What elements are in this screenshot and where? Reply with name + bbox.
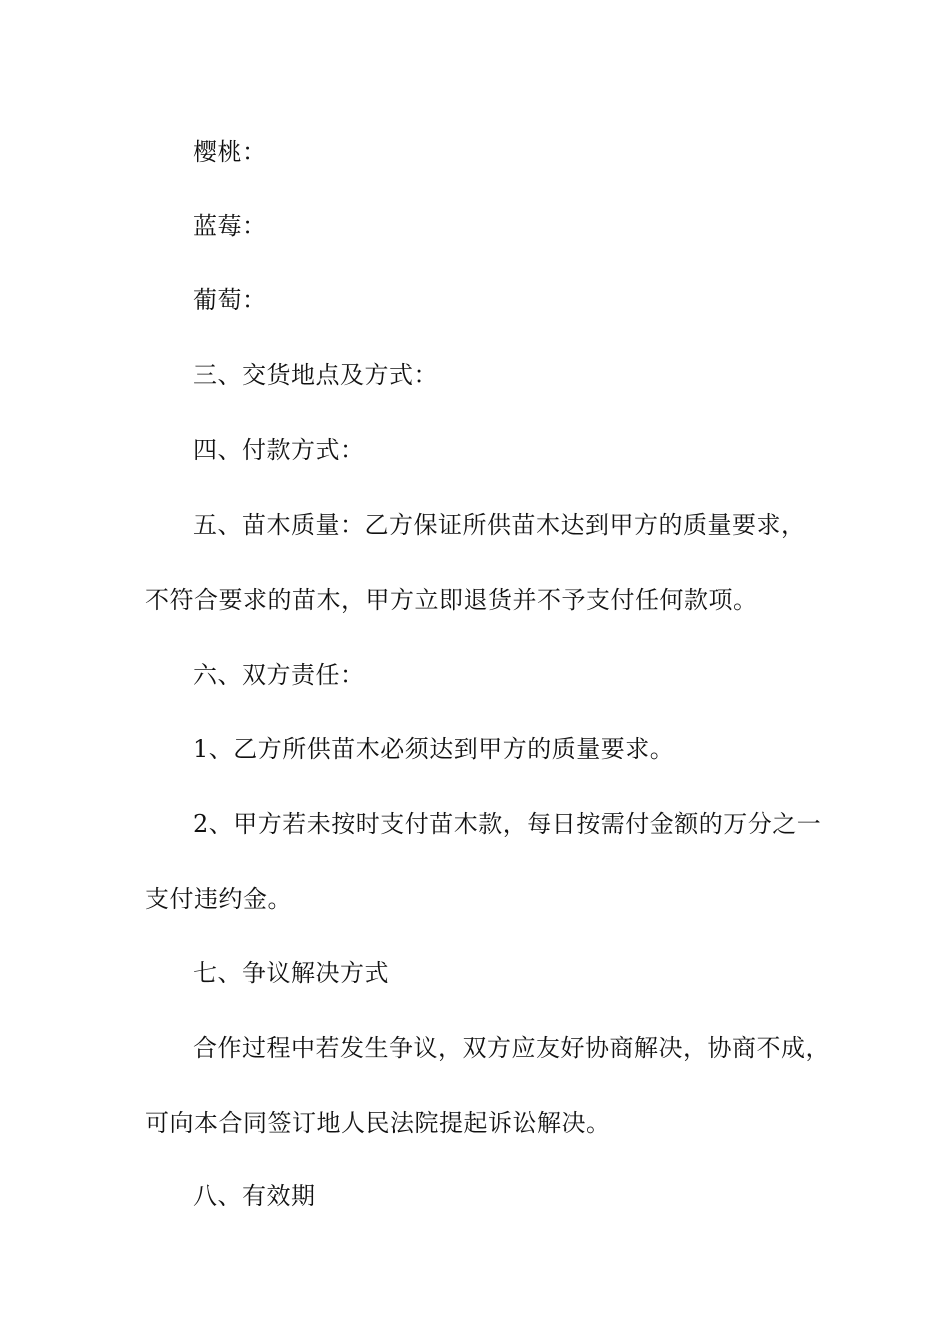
dispute-paragraph-line-2: 可向本合同签订地人民法院提起诉讼解决。 xyxy=(145,1109,611,1137)
section-heading-dispute: 七、争议解决方式 xyxy=(193,959,389,987)
responsibility-item-2-line-2: 支付违约金。 xyxy=(145,885,292,913)
item-blueberry: 蓝莓： xyxy=(193,212,267,240)
responsibility-item-2-line-1: 2、甲方若未按时支付苗木款，每日按需付金额的万分之一 xyxy=(193,810,822,838)
section-heading-payment: 四、付款方式： xyxy=(193,436,365,464)
section-heading-responsibilities: 六、双方责任： xyxy=(193,661,365,689)
item-cherry: 樱桃： xyxy=(193,138,267,166)
item-grape: 葡萄： xyxy=(193,286,267,314)
section-heading-delivery: 三、交货地点及方式： xyxy=(193,361,438,389)
dispute-paragraph-line-1: 合作过程中若发生争议，双方应友好协商解决，协商不成， xyxy=(193,1034,830,1062)
section-quality-line-2: 不符合要求的苗木，甲方立即退货并不予支付任何款项。 xyxy=(145,586,758,614)
section-quality-line-1: 五、苗木质量：乙方保证所供苗木达到甲方的质量要求， xyxy=(193,511,806,539)
section-heading-validity: 八、有效期 xyxy=(193,1182,316,1210)
responsibility-item-1: 1、乙方所供苗木必须达到甲方的质量要求。 xyxy=(193,735,675,763)
